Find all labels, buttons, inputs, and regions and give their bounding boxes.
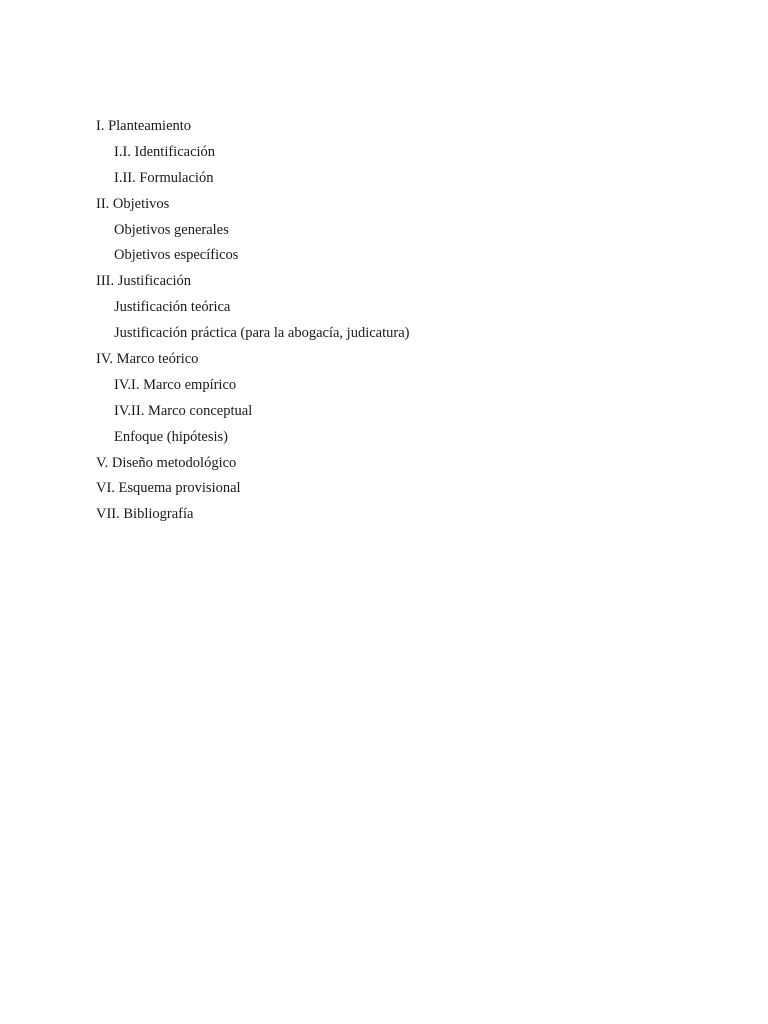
outline-item-esquema-provisional: VI. Esquema provisional	[96, 480, 241, 497]
outline-item-marco-teorico: IV. Marco teórico	[96, 351, 199, 368]
outline-item-justificacion: III. Justificación	[96, 273, 192, 290]
outline-item-objetivos: II. Objetivos	[96, 195, 170, 212]
outline-subitem-formulacion: I.II. Formulación	[114, 169, 214, 186]
outline-subitem-marco-empirico: IV.I. Marco empírico	[114, 376, 237, 393]
outline-subitem-justificacion-teorica: Justificación teórica	[114, 299, 231, 316]
outline-subitem-justificacion-practica: Justificación práctica (para la abogacía, judicatura)	[114, 325, 410, 342]
outline-item-diseno-metodologico: V. Diseño metodológico	[96, 454, 237, 471]
outline-item-planteamiento: I. Planteamiento	[96, 118, 192, 134]
outline-subitem-objetivos-generales: Objetivos generales	[114, 221, 229, 238]
outline-list	[96, 116, 409, 530]
outline-subitem-enfoque: Enfoque (hipótesis)	[114, 428, 228, 445]
outline-subitem-objetivos-especificos: Objetivos específicos	[114, 247, 239, 264]
outline-item-bibliografia: VII. Bibliografía	[96, 506, 194, 523]
outline-subitem-identificacion: I.I. Identificación	[114, 143, 216, 160]
outline-subitem-marco-conceptual: IV.II. Marco conceptual	[114, 402, 253, 419]
